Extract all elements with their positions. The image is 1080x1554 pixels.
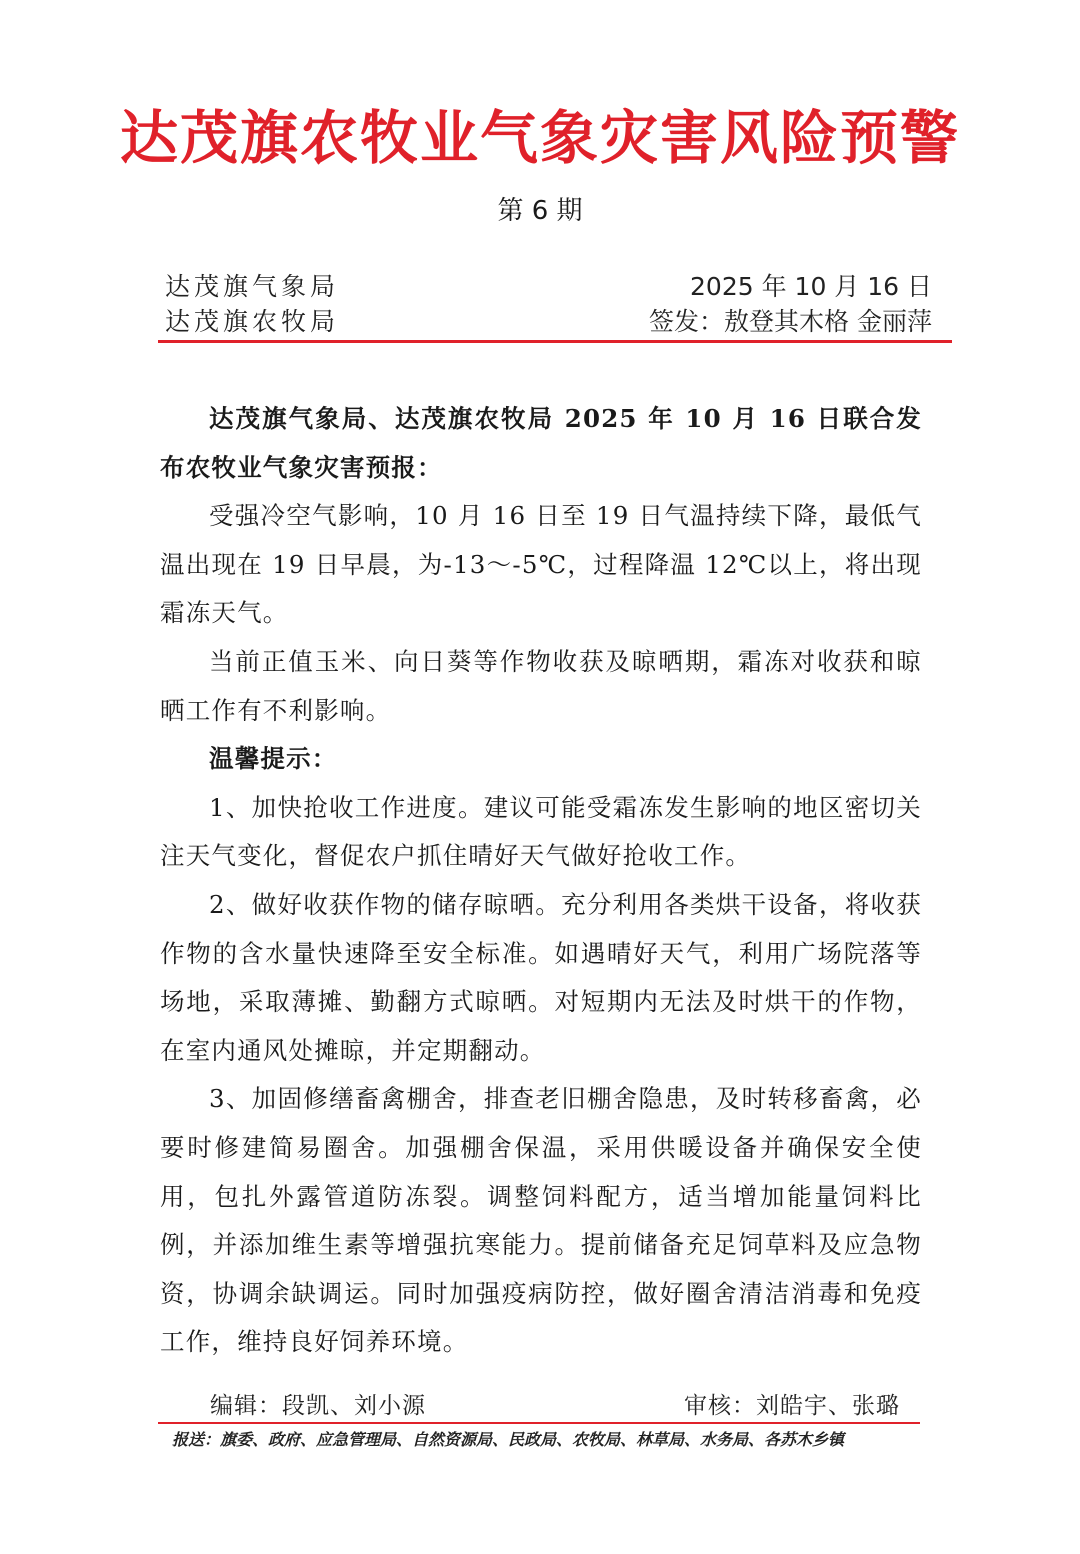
issuer-weather-bureau: 达茂旗气象局: [165, 272, 340, 301]
issuer-agriculture-bureau: 达茂旗农牧局: [165, 307, 340, 336]
signed-by: 签发：敖登其木格 金丽萍: [649, 307, 932, 336]
tips-heading: 温馨提示：: [209, 744, 338, 774]
issue-date: 2025 年 10 月 16 日: [690, 272, 932, 301]
editors-line: 编辑：段凯、刘小源: [210, 1393, 426, 1419]
forecast-paragraph: 受强冷空气影响，10 月 16 日至 19 日气温持续下降，最低气温出现在 19 日早晨，为-13～-5℃，过程降温 12℃以上，将出现霜冻天气。: [160, 501, 922, 628]
document-body: [160, 395, 922, 1367]
intro-paragraph: 达茂旗气象局、达茂旗农牧局 2025 年 10 月 16 日联合发布农牧业气象灾害预报：: [160, 404, 922, 482]
impact-paragraph: 当前正值玉米、向日葵等作物收获及晾晒期，霜冻对收获和晾晒工作有不利影响。: [160, 646, 922, 725]
issue-number: 第 6 期: [497, 196, 583, 226]
tip-item: 1、加快抢收工作进度。建议可能受霜冻发生影响的地区密切关注天气变化，督促农户抓住晴好天气做好抢收工作。: [160, 792, 922, 871]
tip-item: 3、加固修缮畜禽棚舍，排查老旧棚舍隐患，及时转移畜禽，必要时修建简易圈舍。加强棚舍保温，采用供暖设备并确保安全使用，包扎外露管道防冻裂。调整饲料配方，适当增加能量饲料比例，并添加维生素等增强抗寒能力。提前储备充足饲草料及应急物资，协调余缺调运。同时加强疫病防控，做好圈舍清洁消毒和免疫工作，维持良好饲养环境。: [160, 1084, 922, 1357]
footer-divider: [158, 1422, 920, 1424]
report-recipients: 报送：旗委、政府、应急管理局、自然资源局、民政局、农牧局、林草局、水务局、各苏木乡镇: [172, 1430, 845, 1449]
header-divider: [158, 340, 952, 343]
tip-item: 2、做好收获作物的储存晾晒。充分利用各类烘干设备，将收获作物的含水量快速降至安全标准。如遇晴好天气，利用广场院落等场地，采取薄摊、勤翻方式晾晒。对短期内无法及时烘干的作物，在室内通风处摊晾，并定期翻动。: [160, 889, 922, 1065]
document-title: 达茂旗农牧业气象灾害风险预警: [119, 104, 960, 172]
reviewers-line: 审核：刘皓宇、张璐: [684, 1393, 900, 1419]
